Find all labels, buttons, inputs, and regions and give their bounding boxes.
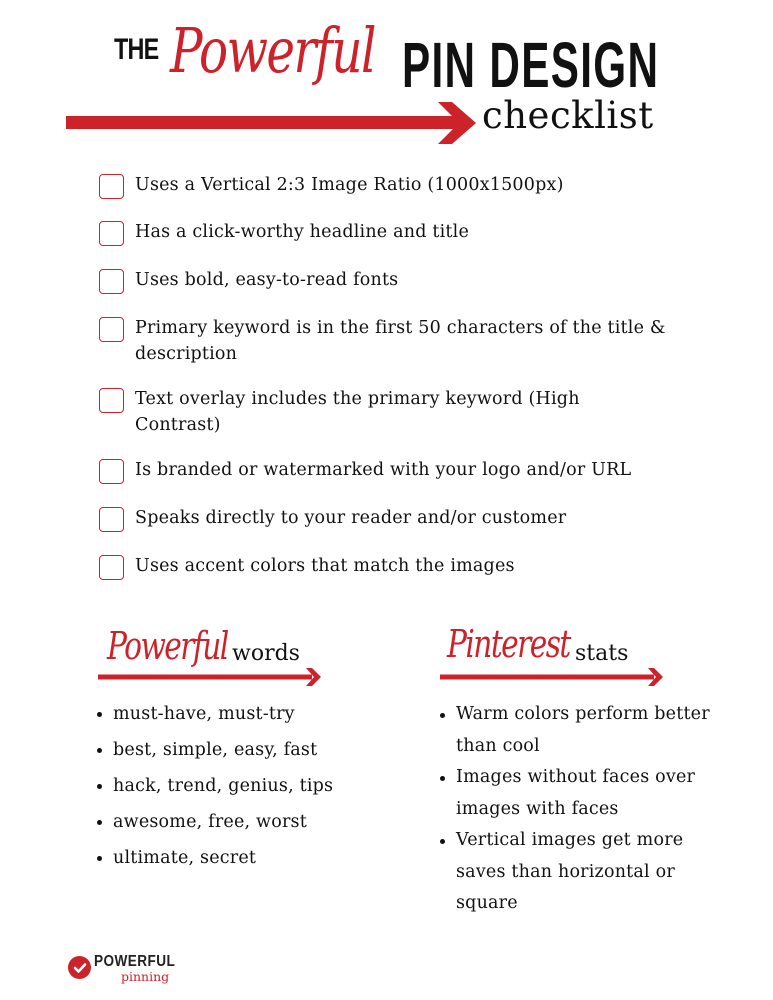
checklist-item-label: Uses bold, easy-to-read fonts: [135, 270, 399, 290]
checklist-item-label: Primary keyword is in the first 50 characters of the title & description: [135, 318, 666, 364]
words-heading-script: Powerful: [107, 624, 228, 668]
checklist-item-label: Uses a Vertical 2:3 Image Ratio (1000x1500px): [135, 175, 564, 195]
logo-wordmark-top: POWERFUL: [94, 953, 176, 970]
checklist-item-label: Text overlay includes the primary keyword (High Contrast): [135, 389, 580, 435]
powerful-words-list: [97, 696, 333, 876]
checklist-item-label: Is branded or watermarked with your logo and/or URL: [135, 460, 632, 480]
checklist-item[interactable]: [99, 553, 695, 580]
checklist-item[interactable]: [99, 219, 695, 246]
title-powerful-script: Powerful: [170, 14, 375, 87]
checklist-item[interactable]: [99, 386, 655, 438]
list-item: hack, trend, genius, tips: [97, 768, 333, 804]
list-item: Images without faces over images with faces: [440, 762, 720, 825]
checklist-item[interactable]: [99, 267, 695, 294]
checkbox[interactable]: [99, 555, 124, 580]
title-the: THE: [114, 33, 159, 66]
list-item: best, simple, easy, fast: [97, 732, 333, 768]
title-pin-design: PIN DESIGN: [402, 29, 660, 101]
pinterest-stats-list: [440, 699, 720, 920]
checkbox[interactable]: [99, 221, 124, 246]
list-item: Warm colors perform better than cool: [440, 699, 720, 762]
checkbox[interactable]: [99, 388, 124, 413]
words-arrow-icon: [98, 667, 322, 687]
checklist-item[interactable]: [99, 315, 675, 367]
stats-heading-script: Pinterest: [447, 622, 570, 666]
logo-wordmark-bottom: pinning: [121, 969, 170, 984]
stats-arrow-icon: [440, 667, 664, 687]
checkbox[interactable]: [99, 317, 124, 342]
checklist-item[interactable]: [99, 457, 735, 484]
checklist-item-label: Uses accent colors that match the images: [135, 556, 515, 576]
checklist-item[interactable]: [99, 172, 695, 199]
list-item: ultimate, secret: [97, 840, 333, 876]
stats-heading: stats: [575, 641, 629, 666]
list-item: Vertical images get more saves than horizontal or square: [440, 825, 720, 920]
checklist-item-label: Has a click-worthy headline and title: [135, 222, 470, 242]
brand-logo: [68, 953, 190, 983]
words-heading: words: [232, 641, 300, 666]
checkbox[interactable]: [99, 459, 124, 484]
checkbox[interactable]: [99, 269, 124, 294]
checkbox[interactable]: [99, 174, 124, 199]
list-item: awesome, free, worst: [97, 804, 333, 840]
checkbox[interactable]: [99, 507, 124, 532]
title-checklist: checklist: [482, 94, 654, 137]
checklist-item-label: Speaks directly to your reader and/or customer: [135, 508, 567, 528]
check-circle-icon: [68, 956, 91, 979]
checklist-item[interactable]: [99, 505, 695, 532]
header-arrow-icon: [66, 101, 478, 145]
list-item: must-have, must-try: [97, 696, 333, 732]
